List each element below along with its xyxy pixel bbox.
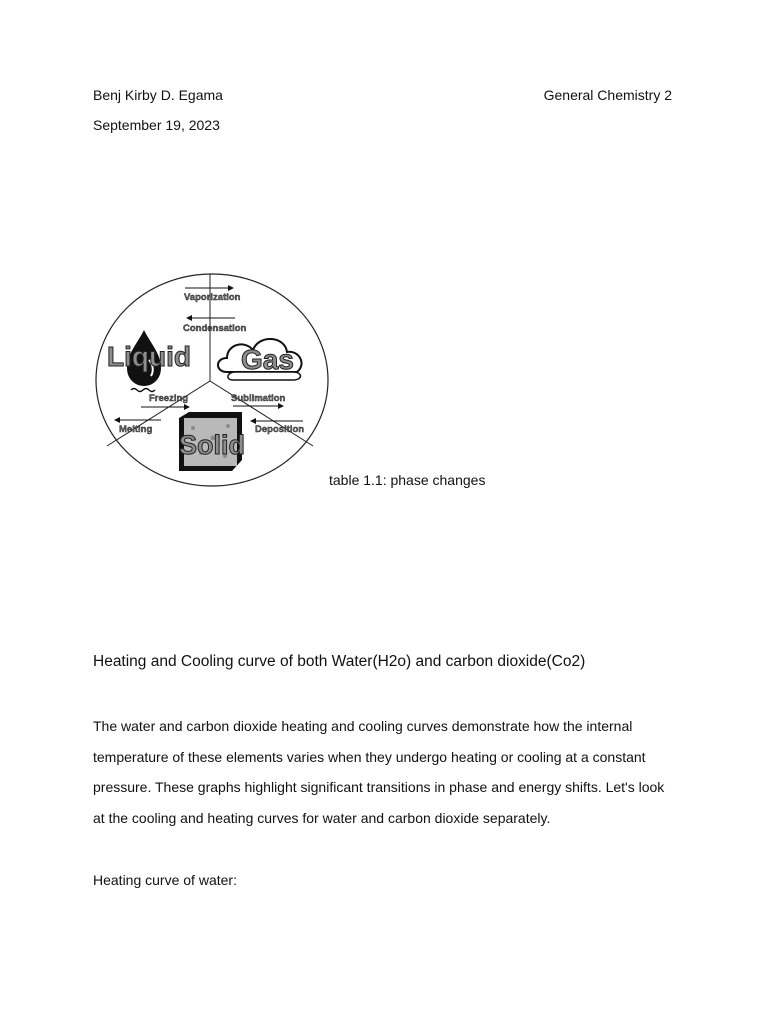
condensation-label: Condensation bbox=[183, 323, 247, 334]
melting-label: Melting bbox=[119, 424, 153, 435]
subheading-heating-curve: Heating curve of water: bbox=[93, 872, 237, 888]
paragraph-line: The water and carbon dioxide heating and cooling curves demonstrate how the internal bbox=[93, 718, 633, 734]
section-heading: Heating and Cooling curve of both Water(H2o) and carbon dioxide(Co2) bbox=[93, 653, 586, 670]
document-date: September 19, 2023 bbox=[93, 117, 220, 133]
paragraph-line: pressure. These graphs highlight significant transitions in phase and energy shifts. Let's look bbox=[93, 779, 665, 795]
deposition-label: Deposition bbox=[255, 424, 305, 435]
author-name: Benj Kirby D. Egama bbox=[93, 87, 223, 103]
state-gas-label: Gas bbox=[241, 344, 294, 375]
paragraph-line: temperature of these elements varies when they undergo heating or cooling at a constant bbox=[93, 748, 646, 765]
phase-change-diagram bbox=[93, 268, 331, 490]
freezing-label: Freezing bbox=[149, 393, 189, 404]
sublimation-label: Sublimation bbox=[231, 393, 286, 404]
vaporization-label: Vaporization bbox=[184, 292, 241, 303]
body-paragraph bbox=[93, 711, 683, 833]
diagram-caption: table 1.1: phase changes bbox=[329, 472, 486, 488]
course-name: General Chemistry 2 bbox=[543, 87, 672, 103]
state-liquid-label: Liquid bbox=[107, 341, 191, 372]
state-solid-label: Solid bbox=[179, 430, 245, 460]
paragraph-line: at the cooling and heating curves for water and carbon dioxide separately. bbox=[93, 809, 551, 826]
